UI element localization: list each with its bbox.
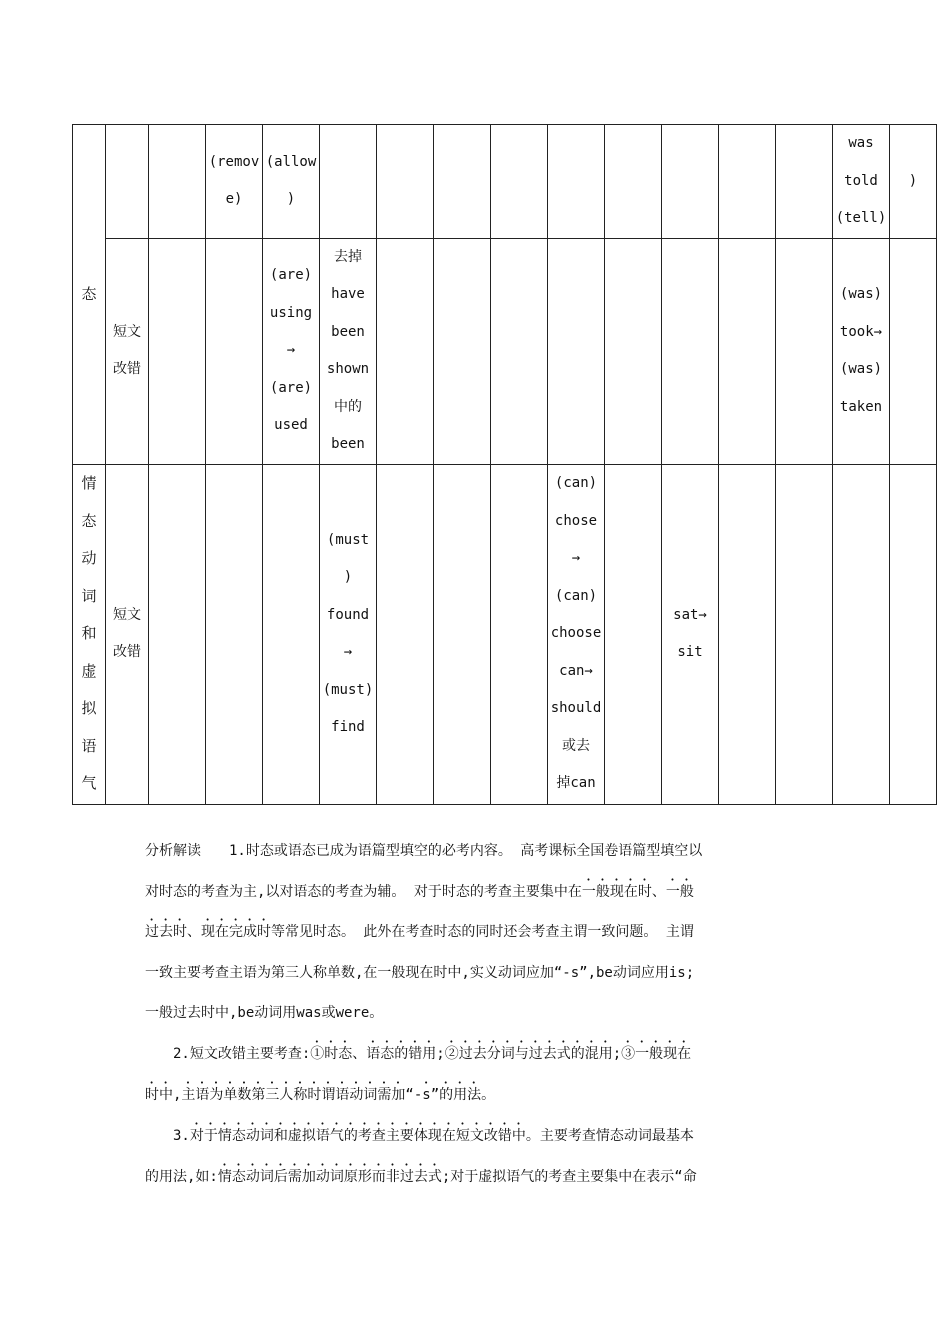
table-cell xyxy=(605,125,662,239)
cell-text: (can) chose → (can) choose can→ should 或去 掉can xyxy=(550,475,602,792)
table-cell xyxy=(377,238,434,464)
table-cell xyxy=(662,238,719,464)
table-cell xyxy=(320,464,377,804)
table-cell xyxy=(548,125,605,239)
table-cell xyxy=(776,238,833,464)
text-line: 一致主要考查主语为第三人称单数,在一般现在时中,实义动词应加“-s”,be动词应用is; xyxy=(145,964,695,981)
type-cell xyxy=(106,238,149,464)
table-cell xyxy=(106,125,149,239)
cell-text: (remov e) xyxy=(208,153,260,208)
emphasis-text: 过去时、现在完成时 xyxy=(145,924,271,940)
table-cell xyxy=(491,238,548,464)
analysis-paragraph-1 xyxy=(145,831,815,1034)
table-cell xyxy=(548,464,605,804)
text-line: 的用法,如: xyxy=(145,1168,218,1185)
table-cell xyxy=(890,125,937,239)
text-line: 2.短文改错主要考查: xyxy=(145,1046,311,1062)
text-line: 等常见时态。 此外在考查时态的同时还会考查主谓一致问题。 主谓 xyxy=(271,924,694,940)
cell-text: ) xyxy=(908,172,918,189)
table-cell xyxy=(434,125,491,239)
cell-text: (are) using → (are) used xyxy=(269,267,313,434)
table-cell xyxy=(833,125,890,239)
table-cell xyxy=(890,464,937,804)
table-row xyxy=(73,238,937,464)
text-line: 对时态的考查为主,以对语态的考查为辅。 对于时态的考查主要集中在 xyxy=(145,883,582,900)
text-line: 3. xyxy=(145,1128,190,1144)
table-cell xyxy=(149,464,206,804)
table-cell xyxy=(719,464,776,804)
analysis-paragraph-3 xyxy=(145,1116,815,1197)
table-cell xyxy=(662,464,719,804)
table-cell xyxy=(263,464,320,804)
analysis-paragraph-2 xyxy=(145,1034,815,1115)
emphasis-text: 时中,主语为单数第三人称时谓语动词需加“-s”的用法 xyxy=(145,1086,482,1103)
table-cell xyxy=(776,125,833,239)
cell-text: (allow ) xyxy=(265,153,317,208)
table-cell xyxy=(206,238,263,464)
emphasis-text: 一般现在时、一般 xyxy=(581,883,694,900)
table-cell xyxy=(776,464,833,804)
emphasis-text: ①时态、语态的错用;②过去分词与过去式的混用;③一般现在 xyxy=(310,1046,692,1062)
cell-text: 去掉 have been shown 中的 been xyxy=(326,248,370,452)
table-cell xyxy=(605,238,662,464)
grammar-table xyxy=(72,124,937,805)
category-cell xyxy=(73,125,106,465)
table-cell xyxy=(149,238,206,464)
type-cell xyxy=(106,464,149,804)
emphasis-text: 对于情态动词和虚拟语气的考查主要体现在短文改错中 xyxy=(189,1128,526,1144)
category-cell xyxy=(73,464,106,804)
text-line: 。 xyxy=(481,1086,496,1103)
text-line: ;对于虚拟语气的考查主要集中在表示“命 xyxy=(441,1168,697,1185)
table-cell xyxy=(719,125,776,239)
table-cell xyxy=(434,238,491,464)
text-line: 1.时态或语态已成为语篇型填空的必考内容。 高考课标全国卷语篇型填空以 xyxy=(201,843,703,859)
table-cell xyxy=(263,125,320,239)
cell-text: (was) took→ (was) taken xyxy=(839,286,883,415)
table-cell xyxy=(206,125,263,239)
table-cell xyxy=(320,238,377,464)
table-cell xyxy=(890,238,937,464)
table-cell xyxy=(548,238,605,464)
table-cell xyxy=(206,464,263,804)
type-label: 短文 改错 xyxy=(113,323,141,377)
table-row xyxy=(73,125,937,239)
table-row xyxy=(73,464,937,804)
table-cell xyxy=(719,238,776,464)
type-label: 短文 改错 xyxy=(113,606,141,660)
table-cell xyxy=(377,125,434,239)
cell-text: sat→ sit xyxy=(673,606,707,660)
analysis-label: 分析解读 xyxy=(145,843,201,859)
text-line: 一般过去时中,be动词用was或were。 xyxy=(145,1005,384,1021)
table-cell xyxy=(434,464,491,804)
category-label: 情 态 动 词 和 虚 拟 语 气 xyxy=(81,474,97,793)
table-cell xyxy=(149,125,206,239)
table-cell xyxy=(833,464,890,804)
table-cell xyxy=(263,238,320,464)
category-label: 态 xyxy=(81,284,97,303)
table-cell xyxy=(377,464,434,804)
table-cell xyxy=(605,464,662,804)
cell-text: was told (tell) xyxy=(835,135,887,226)
table-cell xyxy=(491,125,548,239)
text-line: 。主要考查情态动词最基本 xyxy=(525,1128,694,1144)
table-cell xyxy=(491,464,548,804)
table-cell xyxy=(833,238,890,464)
emphasis-text: 情态动词后需加动词原形而非过去式 xyxy=(217,1168,442,1185)
table-cell xyxy=(320,125,377,239)
table-cell xyxy=(662,125,719,239)
cell-text: (must ) found → (must) find xyxy=(322,531,374,735)
